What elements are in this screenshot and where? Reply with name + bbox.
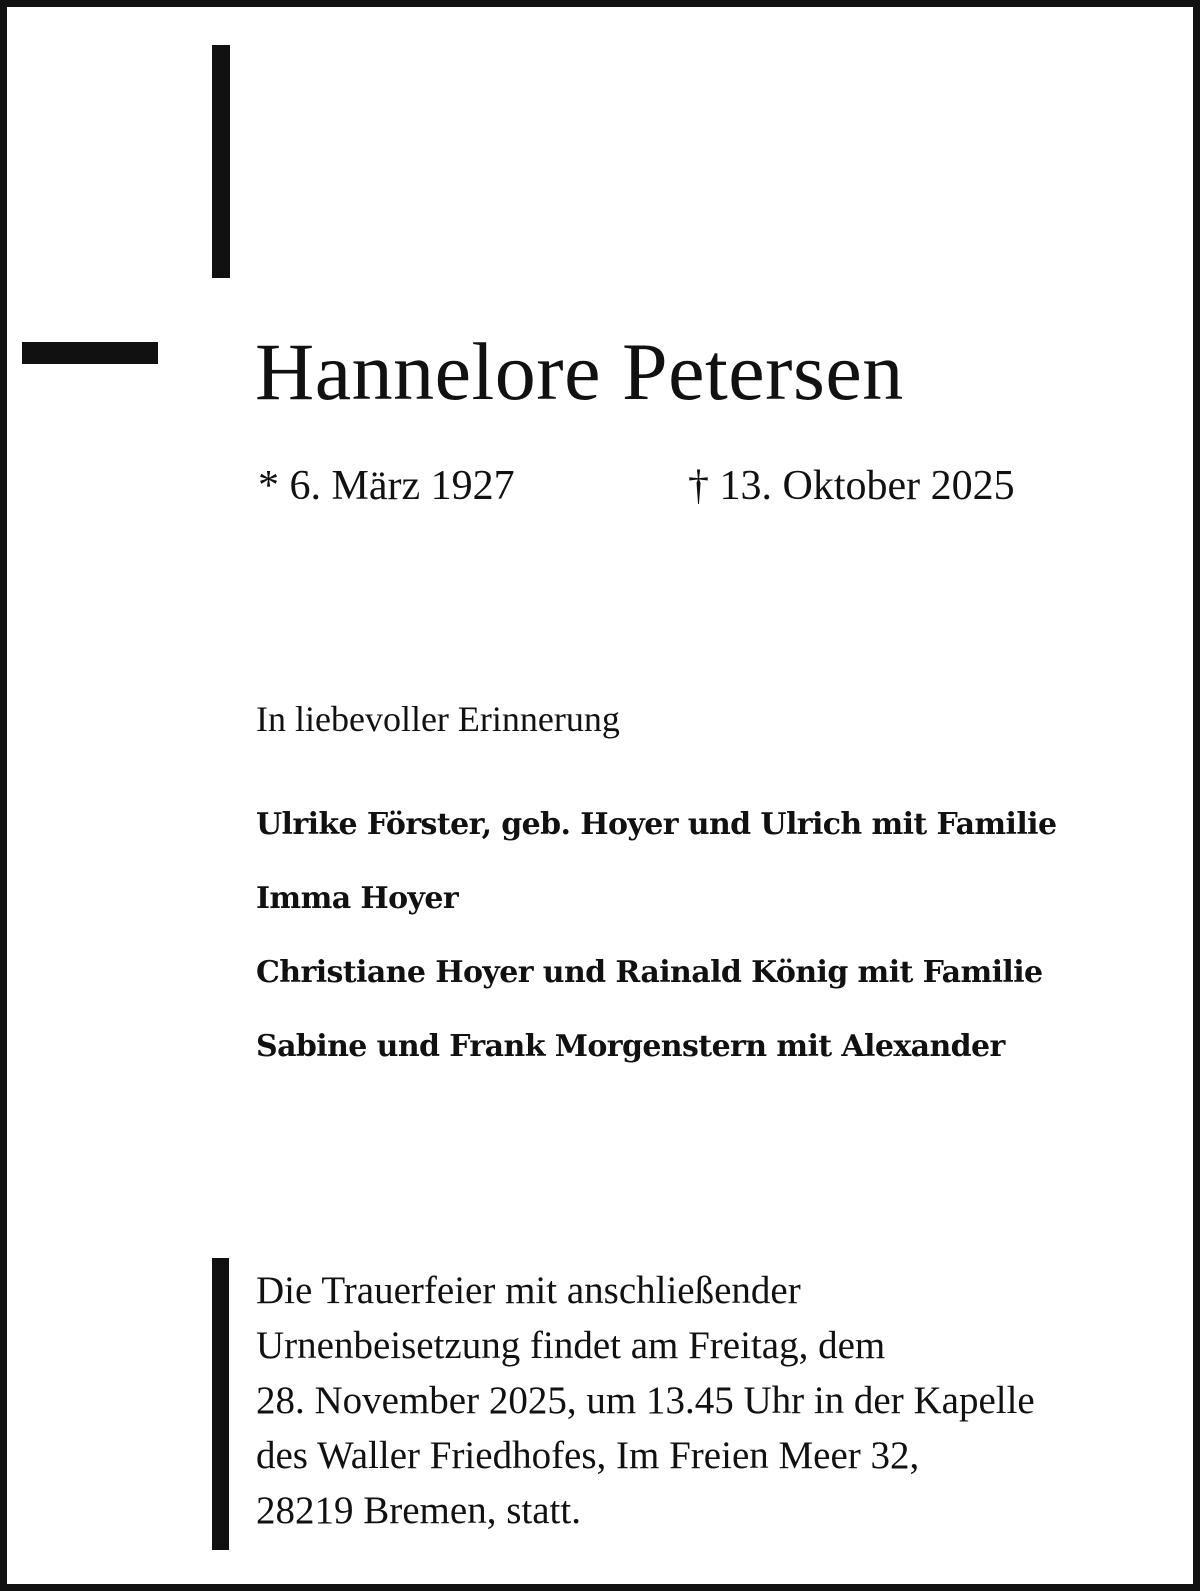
cross-horizontal-bar xyxy=(22,342,158,364)
ceremony-line: Urnenbeisetzung findet am Freitag, dem xyxy=(256,1324,886,1367)
mourner-entry: Christiane Hoyer und Rainald König mit Familie xyxy=(256,955,1043,990)
ceremony-line: 28. November 2025, um 13.45 Uhr in der Kapelle xyxy=(256,1379,1035,1422)
ceremony-accent-bar xyxy=(212,1258,229,1550)
mourner-entry: Ulrike Förster, geb. Hoyer und Ulrich mit Familie xyxy=(256,807,1057,842)
mourner-entry: Sabine und Frank Morgenstern mit Alexander xyxy=(256,1029,1005,1064)
ceremony-line: Die Trauerfeier mit anschließender xyxy=(256,1269,801,1312)
cross-vertical-bar xyxy=(212,45,230,278)
memory-phrase: In liebevoller Erinnerung xyxy=(256,699,620,739)
ceremony-details xyxy=(256,1263,1035,1538)
ceremony-line: des Waller Friedhofes, Im Freien Meer 32, xyxy=(256,1434,920,1477)
deceased-name: Hannelore Petersen xyxy=(255,326,904,417)
mourner-entry: Imma Hoyer xyxy=(256,881,459,916)
ceremony-line: 28219 Bremen, statt. xyxy=(256,1489,581,1532)
mourners-list xyxy=(256,807,1056,1103)
birth-date: * 6. März 1927 xyxy=(258,463,515,509)
death-date: † 13. Oktober 2025 xyxy=(688,463,1015,509)
